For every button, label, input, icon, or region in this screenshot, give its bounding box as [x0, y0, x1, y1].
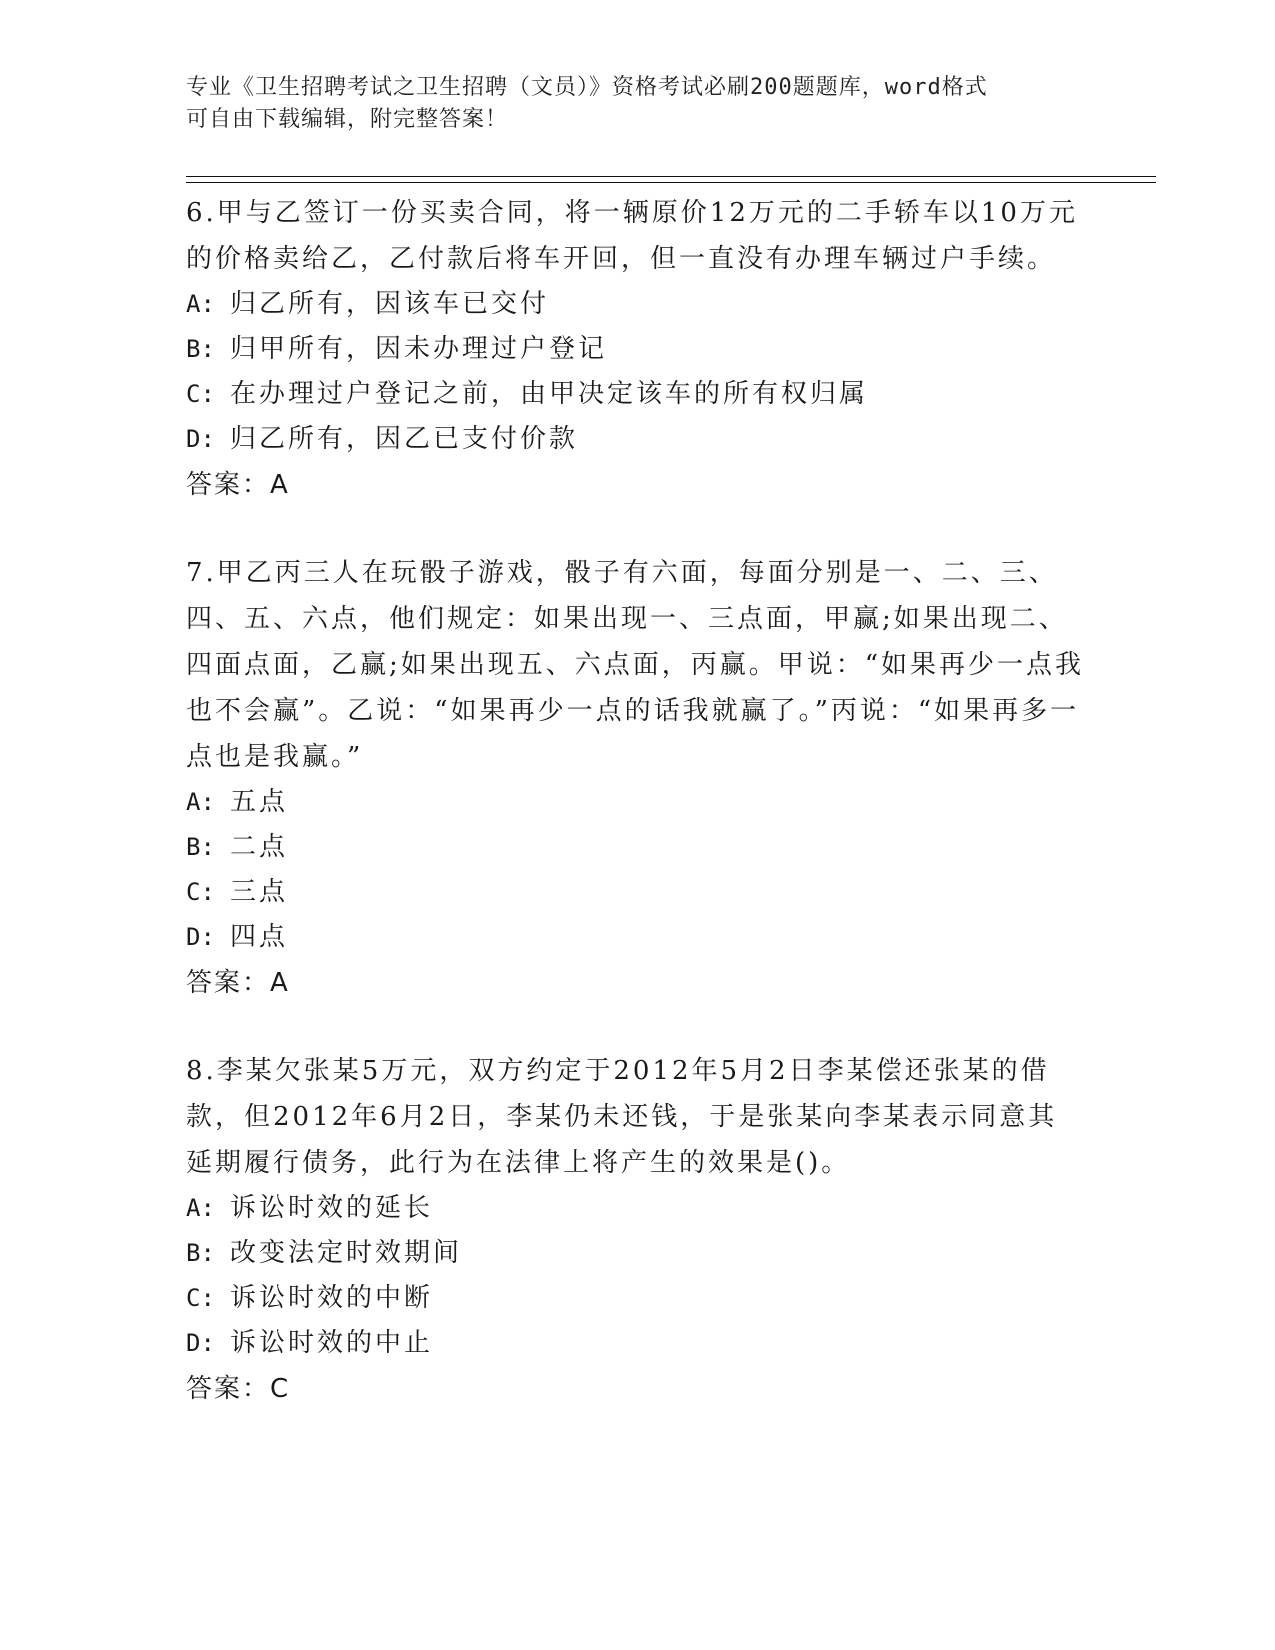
option-text: 在办理过户登记之前，由甲决定该车的所有权归属	[230, 379, 869, 409]
header-line-2: 可自由下载编辑，附完整答案！	[186, 107, 509, 132]
option-letter: D:	[186, 1329, 215, 1357]
question-stem: 6.甲与乙签订一份买卖合同，将一辆原价12万元的二手轿车以10万元的价格卖给乙，乙付款后将车开回，但一直没有办理车辆过户手续。	[186, 198, 1078, 274]
option-letter: B:	[186, 335, 215, 363]
option-b	[186, 1231, 1086, 1276]
option-text: 改变法定时效期间	[230, 1238, 463, 1268]
option-text: 归甲所有，因未办理过户登记	[230, 334, 608, 364]
option-text: 诉讼时效的中止	[230, 1328, 434, 1358]
document-header	[186, 72, 1086, 136]
header-line-1: 专业《卫生招聘考试之卫生招聘（文员）》资格考试必刷200题题库，word格式	[186, 75, 988, 100]
option-text: 诉讼时效的中断	[230, 1283, 434, 1313]
option-letter: C:	[186, 878, 215, 906]
option-letter: B:	[186, 833, 215, 861]
option-letter: A:	[186, 290, 215, 318]
question-list	[186, 190, 1086, 1454]
question-7	[186, 550, 1086, 1006]
option-a	[186, 1186, 1086, 1231]
option-b	[186, 327, 1086, 372]
answer-line: 答案：A	[186, 968, 290, 998]
option-letter: B:	[186, 1239, 215, 1267]
option-d	[186, 417, 1086, 462]
option-letter: C:	[186, 1284, 215, 1312]
option-d	[186, 915, 1086, 960]
option-c	[186, 1276, 1086, 1321]
question-stem: 7.甲乙丙三人在玩骰子游戏，骰子有六面，每面分别是一、二、三、四、五、六点，他们规定：如果出现一、三点面，甲赢;如果出现二、四面点面，乙赢;如果出现五、六点面，丙赢。甲说：“如果再少一点我也不会赢”。乙说：“如果再少一点的话我就赢了。”丙说：“如果再多一点也是我赢。”	[186, 558, 1085, 772]
option-a	[186, 780, 1086, 825]
question-stem: 8.李某欠张某5万元，双方约定于2012年5月2日李某偿还张某的借款，但2012年6月2日，李某仍未还钱，于是张某向李某表示同意其延期履行债务，此行为在法律上将产生的效果是()。	[186, 1056, 1058, 1178]
option-text: 五点	[230, 787, 289, 817]
option-text: 二点	[230, 832, 289, 862]
option-letter: D:	[186, 923, 215, 951]
answer-line: 答案：A	[186, 470, 290, 500]
option-text: 三点	[230, 877, 289, 907]
option-text: 归乙所有，因乙已支付价款	[230, 424, 579, 454]
header-rule-bottom	[186, 182, 1156, 183]
answer-line: 答案：C	[186, 1374, 291, 1404]
option-letter: D:	[186, 425, 215, 453]
option-text: 诉讼时效的延长	[230, 1193, 434, 1223]
question-8	[186, 1048, 1086, 1412]
option-letter: C:	[186, 380, 215, 408]
option-text: 归乙所有，因该车已交付	[230, 289, 550, 319]
header-rule-top	[186, 176, 1156, 177]
option-letter: A:	[186, 788, 215, 816]
option-text: 四点	[230, 922, 289, 952]
option-a	[186, 282, 1086, 327]
option-d	[186, 1321, 1086, 1366]
question-6	[186, 190, 1086, 508]
option-c	[186, 372, 1086, 417]
option-b	[186, 825, 1086, 870]
option-c	[186, 870, 1086, 915]
option-letter: A:	[186, 1194, 215, 1222]
